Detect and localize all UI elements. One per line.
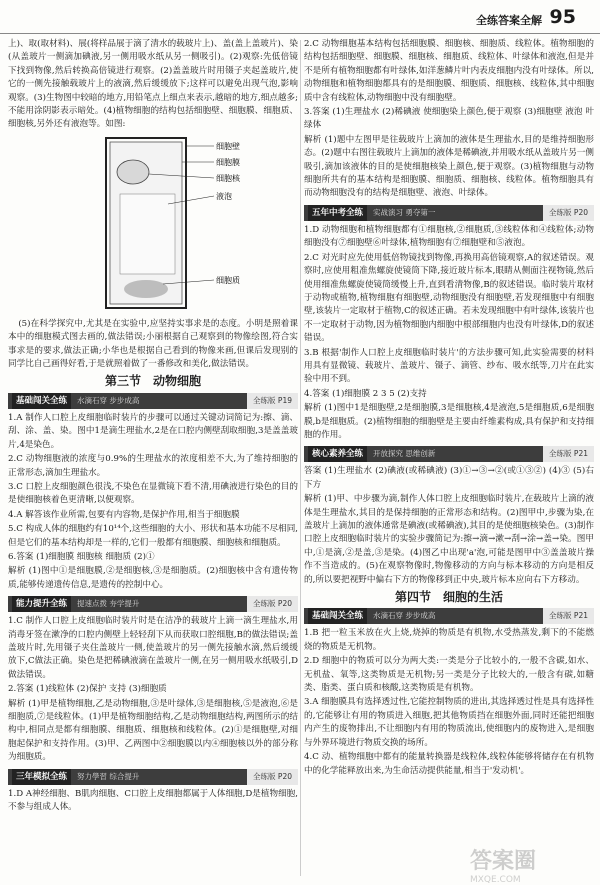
answer-item: 解析 (1)图中1是细胞壁,2是细胞膜,3是细胞核,4是液泡,5是细胞质,6是细胞膜,b是细胞质。(2)植物细胞的细胞壁是主要由纤维素构成,具有保护和支持细胞的作用。 (304, 403, 594, 440)
answer-item: 解析 (1)甲是植物细胞,乙是动物细胞,③是叶绿体,③是细胞核,⑤是液泡,⑥是细胞质,⑦是线粒体。(1)甲是植物细胞结构,乙是动物细胞结构,两图所示的结构中,相同点是都有细胞膜、细胞质、细胞核和线粒体。(2)①是细胞壁,对细胞起保护和支持作用。(3)甲、乙两图中②细胞膜以内④细胞核以外的部分称为细胞质。 (8, 698, 298, 763)
section-banner: 基础闯关全练 水滴石穿 步步成高 全练版 P21 (304, 608, 594, 624)
label-cell-wall: 细胞壁 (216, 141, 240, 151)
answer-item: 解析 (1)图中①是细胞膜,②是细胞核,③是细胞质。(2)细胞核中含有遗传物质,能够传递遗传信息,是遗传的控制中心。 (8, 566, 298, 590)
answer-item: 2.C 动物细胞基本结构包括细胞膜、细胞核、细胞质、线粒体。植物细胞的结构包括细胞壁、细胞膜、细胞核、细胞质、线粒体、叶绿体和液泡,但是并不是所有植物细胞都有叶绿体,如洋葱鳞片叶内表皮细胞内没有叶绿体。所以,动物细胞和植物细胞都具有的是细胞膜、细胞质、细胞核、线粒体,其中细胞质中含有线粒体,动物细胞中没有细胞壁。 (304, 39, 594, 103)
plant-cell-diagram (8, 134, 298, 314)
answer-item: 3.A 细胞膜具有选择透过性,它能控制物质的进出,其选择透过性是具有选择性的,它能够让有用的物质进入细胞,把其他物质挡在细胞外面,同时还能把细胞内产生的废物排出,不让细胞内有用的物质流出,使细胞内的废物进入,是细胞与外界环境进行物质交换的场所。 (304, 697, 594, 748)
label-vacuole: 液泡 (216, 191, 232, 201)
answer-item: 2.答案 (1)线粒体 (2)保护 支持 (3)细胞质 (8, 684, 167, 695)
answer-item: 1.D A神经细胞、B肌肉细胞、C口腔上皮细胞都属于人体细胞,D是植物细胞,不参与组成人体。 (8, 788, 298, 813)
label-cytoplasm: 细胞质 (216, 275, 240, 285)
section-title: 第三节 动物细胞 (104, 374, 202, 389)
nucleus-shape (117, 160, 149, 184)
paragraph: 上)、取(取材料)、展(将样品展于滴了清水的载玻片上)、盖(盖上盖玻片)、染(从盖玻片一侧滴加碘液,另一侧用吸水纸从另一侧吸引)。(2)观察:先低倍镜下找到物像,然后转换高倍镜进行观察。(2)盖盖玻片时用镊子夹起盖玻片,使它的一侧先接触载玻片上的液滴,然后缓缓放下;这样可以避免出现气泡,影响观察。(3)生物图中较暗的地方,用铅笔点上细点来表示,越暗的地方,细点越多;不能用涂阴影表示暗处。(4)植物细胞的结构包括细胞壁、细胞膜、细胞质、细胞核,另外还有液泡等。如图: (8, 39, 298, 130)
label-cell-membrane: 细胞膜 (216, 157, 240, 167)
section-banner: 基础闯关全练 水滴石穿 步步成高 全练版 P19 (8, 393, 298, 409)
section-banner: 能力提升全练 提速点拨 夯学提升 全练版 P20 (8, 596, 298, 612)
answer-item: 3.B 根据'制作人口腔上皮细胞临时装片'的方法步骤可知,此实验需要的材料用具有显微镜、载玻片、盖玻片、镊子、滴管、纱布、吸水纸等,刀片在此实验中用不到。 (304, 347, 594, 385)
answer-item: 2.C 对光时应先使用低倍物镜找到物像,再换用高倍镜观察,A的叙述错误。观察时,应使用粗准焦螺旋使镜筒下降,接近玻片标本,眼睛从侧面注视物镜,然后使用细准焦螺旋使镜筒缓慢上升,直到看清物像,B的叙述错误。临时装片取材于动物或植物,植物细胞有细胞壁,动物细胞没有细胞壁,若发现细胞中有细胞壁,该装片一定取材于植物,C的叙述正确。若未发现细胞中有叶绿体,该装片也不一定取材于动物,因为植物细胞内细胞中根部细胞内也没有叶绿体,D的叙述错误。 (304, 252, 594, 344)
answer-item: 4.A 解答该作业所需,包要有内容物,是保护作用,相当于细胞膜 (8, 509, 240, 520)
answer-item: 答案 (1)生理盐水 (2)碘液(或稀碘液) (3)①→③→②(或①③②) (4)③ (5)右下方 (304, 466, 594, 490)
page-header (0, 0, 600, 34)
right-column (304, 38, 594, 878)
watermark-logo: 答案圈 MXQE.COM (470, 849, 537, 885)
section-banner: 五年中考全练 实战演习 勇夺第一 全练版 P20 (304, 205, 594, 221)
answer-item: 1.B 把一粒玉米放在火上烧,烧掉的物质是有机物,水受热蒸发,剩下的不能燃烧的物质是无机物。 (304, 628, 594, 652)
label-nucleus: 细胞核 (216, 173, 240, 183)
answer-item: 1.C 制作人口腔上皮细胞临时装片时是在洁净的载玻片上滴一滴生理盐水,用消毒牙签在漱净的口腔内侧壁上轻轻刮下从而获取口腔细胞,B的做法错误;盖盖玻片时,先用镊子夹住盖玻片一侧,使盖玻片的另一侧先接触水滴,然后缓缓放下,C做法正确。染色是把稀碘液滴在盖玻片一侧,在另一侧用吸水纸吸引,D做法错误。 (8, 616, 298, 680)
page-number: 95 (549, 6, 576, 28)
plant-cell-figure (8, 134, 298, 314)
header-title: 全练答案全解 (476, 14, 542, 27)
section-title: 第四节 细胞的生活 (394, 590, 504, 605)
column-divider (300, 40, 301, 876)
answer-item: 4.答案 (1)细胞膜 2 3 5 (2)支持 (304, 388, 427, 399)
answer-item: 2.C 动物细胞液的浓度与0.9%的生理盐水的浓度相差不大,为了维持细胞的正常形态,滴加生理盐水。 (8, 454, 298, 478)
answer-item: 3.答案 (1)生理盐水 (2)稀碘液 使细胞染上颜色,便于观察 (3)细胞壁 液泡 叶绿体 (304, 107, 594, 131)
answer-item: 1.D 动物细胞和植物细胞都有①细胞核,②细胞质,③线粒体和④线粒体;动物细胞没有⑦细胞壁⑥叶绿体,植物细胞有⑦细胞壁和⑤液泡。 (304, 224, 594, 249)
cytoplasm-dots (124, 280, 168, 298)
paragraph: (5)在科学探究中,尤其是在实验中,应坚持实事求是的态度。小明是照着课本中的细胞模式图去画的,做法错误;小丽根据自己观察到的物像绘图,符合实事求是的要求,做法正确;小华也是根据自己看到的物像来画,但课后发现别的同学比自己画得好看,于是就照着做了一番修改和美化,做法错误。 (8, 318, 298, 370)
answer-item: 6.答案 (1)细胞膜 细胞核 细胞质 (2)① (8, 551, 155, 562)
answer-item: 1.A 制作人口腔上皮细胞临时装片的步骤可以通过关键动词简记为:擦、滴、刮、涂、盖、染。图中1是滴生理盐水,2是在口腔内侧壁刮取细胞,3是盖盖玻片,4是染色。 (8, 412, 298, 450)
answer-item: 2.D 细胞中的物质可以分为两大类:一类是分子比较小的,一般不含碳,如水、无机盐、氧等,这类物质是无机物;另一类是分子比较大的,一般含有碳,如糖类、脂类、蛋白质和核酸,这类物质是有机物。 (304, 656, 594, 694)
answer-item: 3.C 口腔上皮细胞颜色很浅,不染色在显微镜下看不清,用碘液进行染色的目的是使细胞核着色更清晰,以便观察。 (8, 481, 298, 506)
answer-item: 解析 (1)题中左图甲是往载玻片上滴加的液体是生理盐水,目的是维持细胞形态。(2)题中右图往载玻片上滴加的液体是稀碘液,并用吸水纸从盖玻片另一侧吸引,滴加该液体的目的是使细胞核染上颜色,便于观察。(3)植物细胞与动物细胞所共有的基本结构是细胞膜、细胞质、细胞核、线粒体。植物细胞具有而动物细胞没有的结构是细胞壁、液泡、叶绿体。 (304, 134, 594, 199)
section-banner: 核心素养全练 开放探究 思维创新 全练版 P21 (304, 446, 594, 462)
vacuole-shape (120, 194, 175, 274)
answer-item: 4.C 动、植物细胞中都有的能量转换器是线粒体,线粒体能够将储存在有机物中的化学能释放出来,为生命活动提供能量,相当于'发动机'。 (304, 752, 594, 776)
left-column (8, 38, 298, 878)
section-banner: 三年模拟全练 努力學習 综合提升 全练版 P20 (8, 769, 298, 785)
answer-item: 解析 (1)甲、中步骤为滴,制作人体口腔上皮细胞临时装片,在载玻片上滴的液体是生理盐水,其目的是保持细胞的正常形态和结构。(2)图甲中,步骤为染,在盖玻片上滴加的液体通常是碘液(或稀碘液),其目的是使细胞核染色。(3)制作口腔上皮细胞临时装片的实验步骤简记为:擦→滴→漱→刮→涂→盖→染。图甲中,①是滴,②是盖,③是染。(4)图乙中出现'a'泡,可能是图甲中③盖盖玻片操作不当造成的。(5)在观察物像时,物像移动的方向与标本移动的方向是相反的,所以要把视野中偏右下方的物像移到正中央,玻片标本应向右下方移动。 (304, 494, 594, 585)
answer-item: 5.C 构成人体的细胞约有10¹⁴个,这些细胞的大小、形状和基本功能不尽相同,但是它们的基本结构却是一样的,它们一般都有细胞膜、细胞核和细胞质。 (8, 524, 298, 548)
